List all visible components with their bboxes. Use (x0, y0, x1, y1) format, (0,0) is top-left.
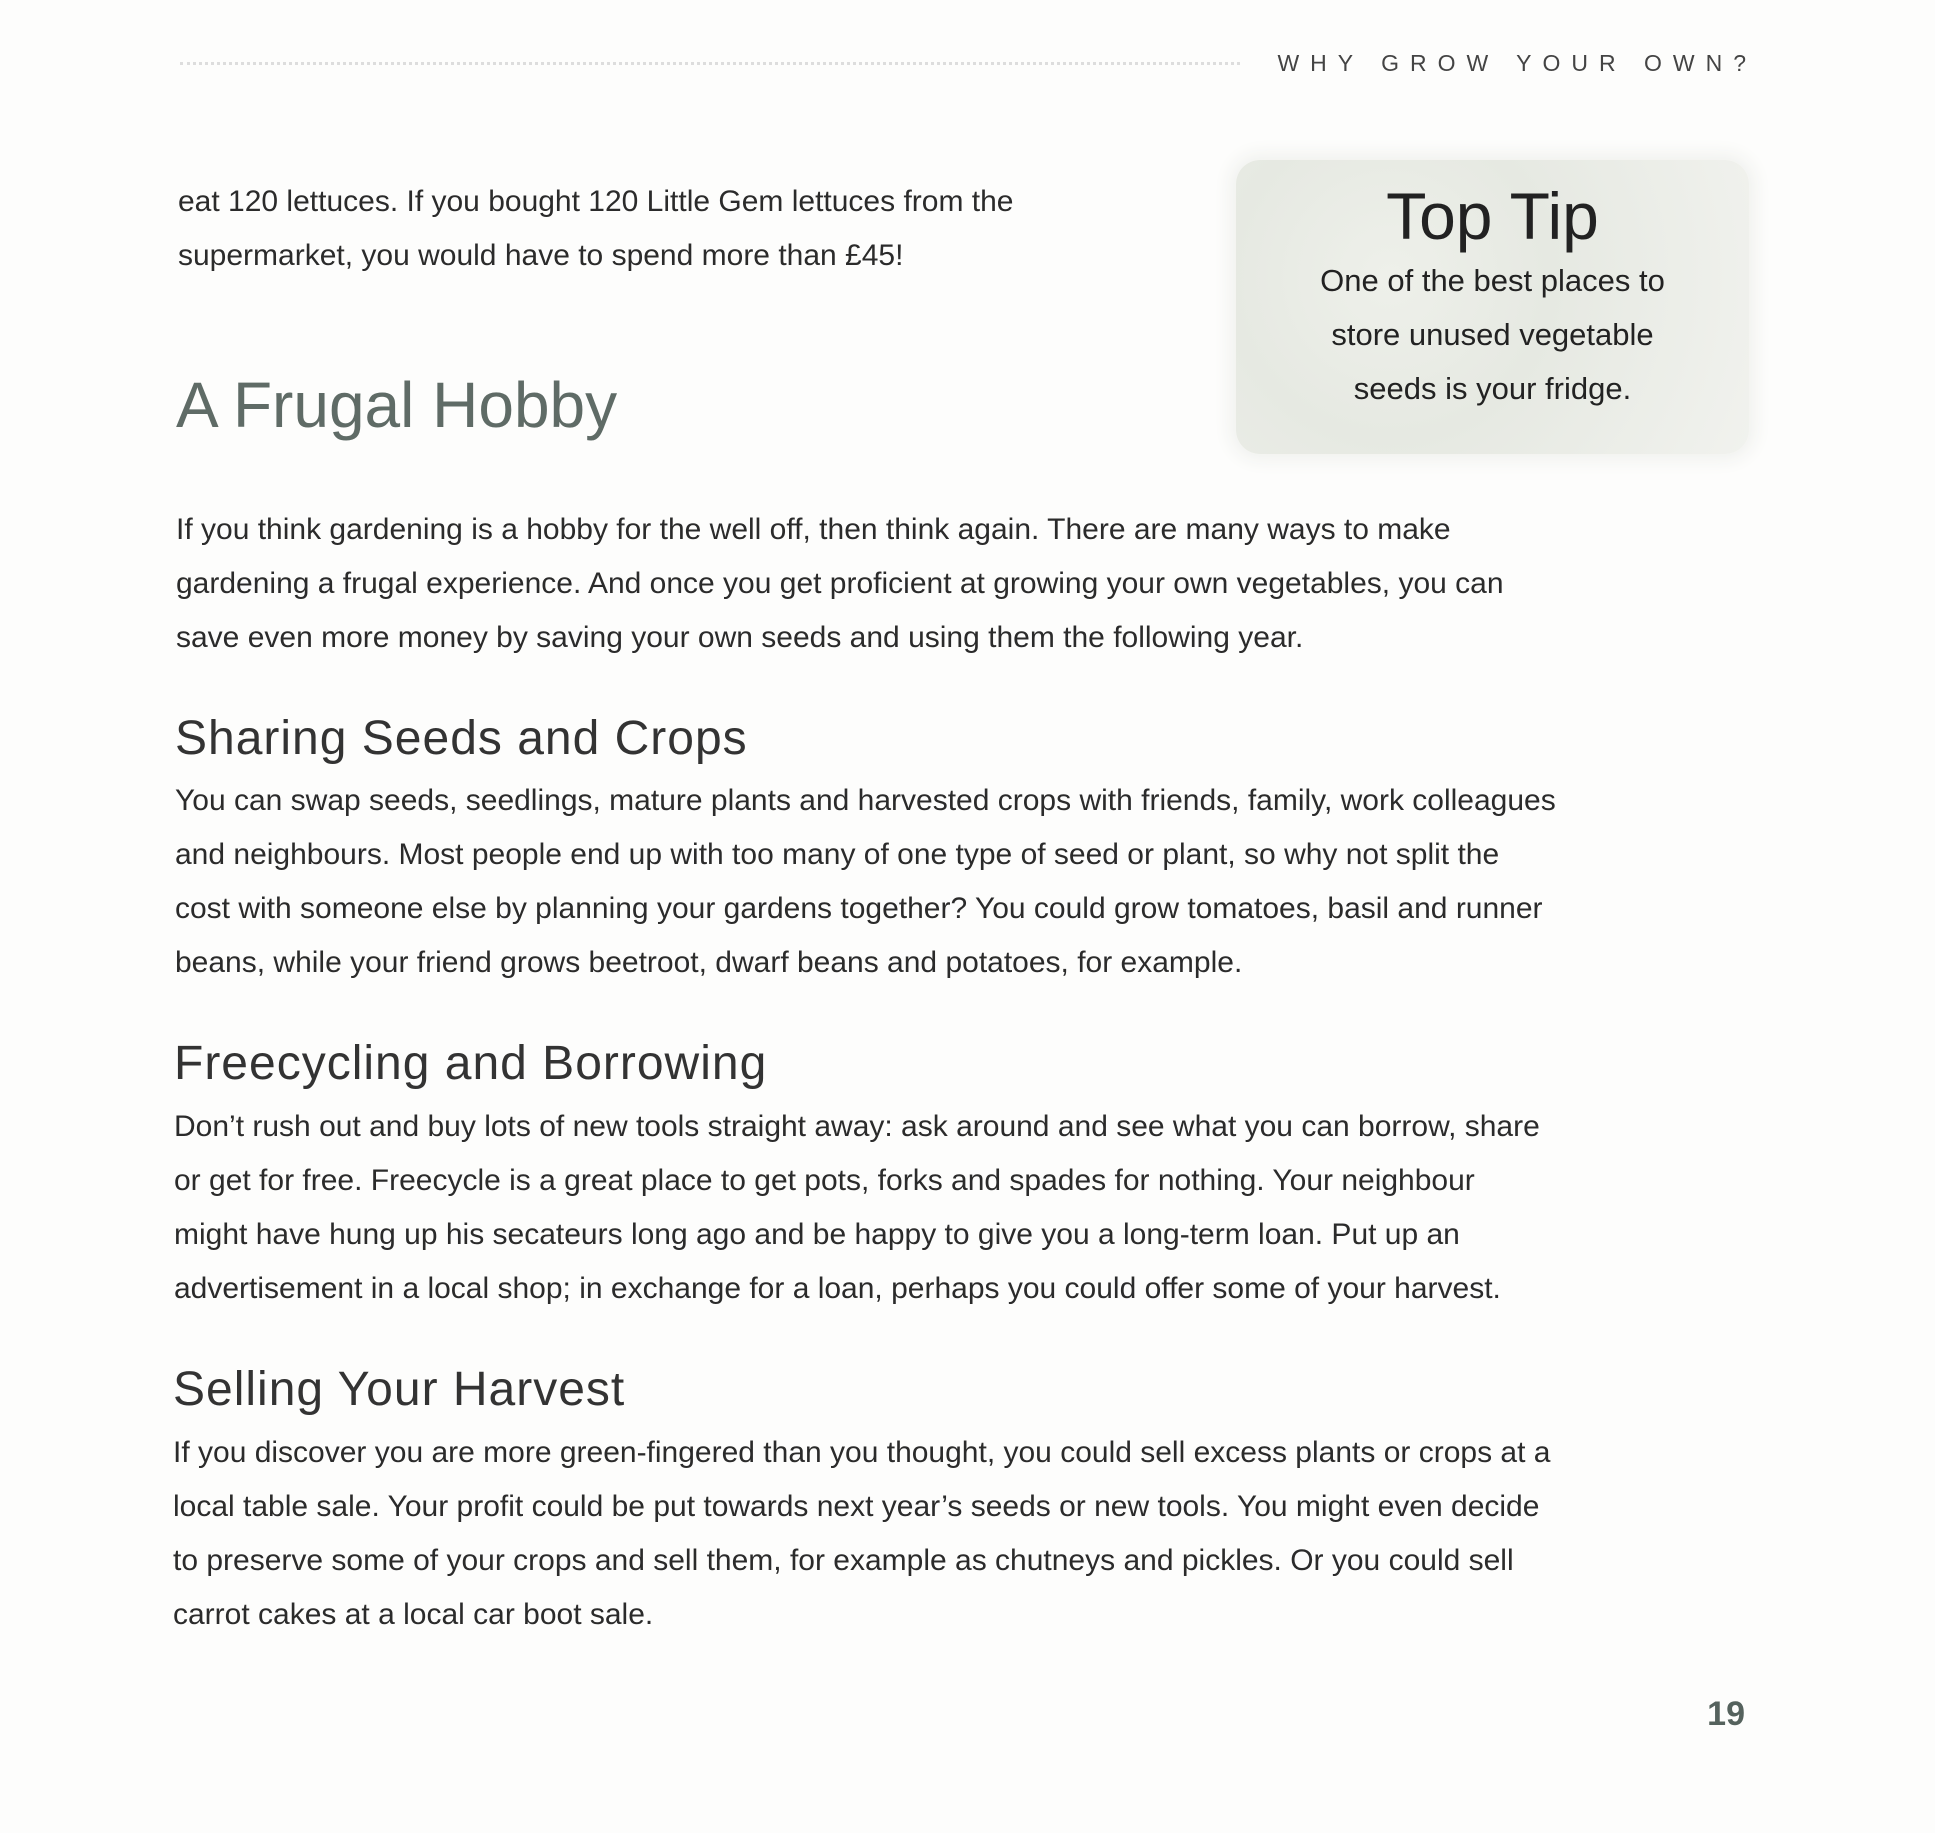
text-line: eat 120 lettuces. If you bought 120 Little Gem lettuces from the (178, 185, 1014, 218)
text-line: gardening a frugal experience. And once you get proficient at growing your own vegetables, you can (176, 567, 1504, 600)
text-line: advertisement in a local shop; in exchange for a loan, perhaps you could offer some of your harvest. (174, 1272, 1501, 1305)
paragraph (173, 1426, 1550, 1642)
text-line: Don’t rush out and buy lots of new tools straight away: ask around and see what you can borrow, share (174, 1110, 1540, 1143)
text-line: to preserve some of your crops and sell them, for example as chutneys and pickles. Or you could sell (173, 1544, 1514, 1577)
paragraph (174, 1100, 1540, 1316)
running-header: WHY GROW YOUR OWN? (1277, 50, 1757, 76)
text-line: If you think gardening is a hobby for the well off, then think again. There are many ways to make (176, 513, 1451, 546)
text-line: and neighbours. Most people end up with too many of one type of seed or plant, so why not split the (175, 838, 1500, 871)
intro-paragraph (178, 175, 1014, 283)
text-line: local table sale. Your profit could be put towards next year’s seeds or new tools. You might even decide (173, 1490, 1540, 1523)
top-tip-line: One of the best places to (1320, 263, 1665, 298)
text-line: If you discover you are more green-fingered than you thought, you could sell excess plants or crops at a (173, 1436, 1551, 1469)
top-tip-title: Top Tip (1386, 179, 1599, 253)
text-line: beans, while your friend grows beetroot, dwarf beans and potatoes, for example. (175, 946, 1243, 979)
text-line: cost with someone else by planning your gardens together? You could grow tomatoes, basil and runner (175, 892, 1543, 925)
text-line: save even more money by saving your own seeds and using them the following year. (176, 621, 1304, 654)
text-line: or get for free. Freecycle is a great place to get pots, forks and spades for nothing. Your neighbour (174, 1164, 1475, 1197)
subheading: Selling Your Harvest (173, 1363, 626, 1416)
subheading: Freecycling and Borrowing (174, 1037, 768, 1090)
top-tip-line: store unused vegetable (1331, 317, 1654, 352)
text-line: supermarket, you would have to spend more than £45! (178, 239, 904, 272)
paragraph (175, 774, 1556, 990)
top-tip-line: seeds is your fridge. (1353, 371, 1632, 406)
header-dotted-rule (180, 62, 1240, 65)
text-line: carrot cakes at a local car boot sale. (173, 1598, 654, 1631)
section-heading: A Frugal Hobby (176, 369, 618, 441)
subheading: Sharing Seeds and Crops (175, 712, 748, 765)
top-tip-box (1236, 160, 1749, 454)
text-line: might have hung up his secateurs long ago and be happy to give you a long-term loan. Put up an (174, 1218, 1460, 1251)
page-number: 19 (1707, 1695, 1745, 1733)
paragraph (176, 503, 1504, 665)
text-line: You can swap seeds, seedlings, mature plants and harvested crops with friends, family, work colleagues (175, 784, 1556, 817)
